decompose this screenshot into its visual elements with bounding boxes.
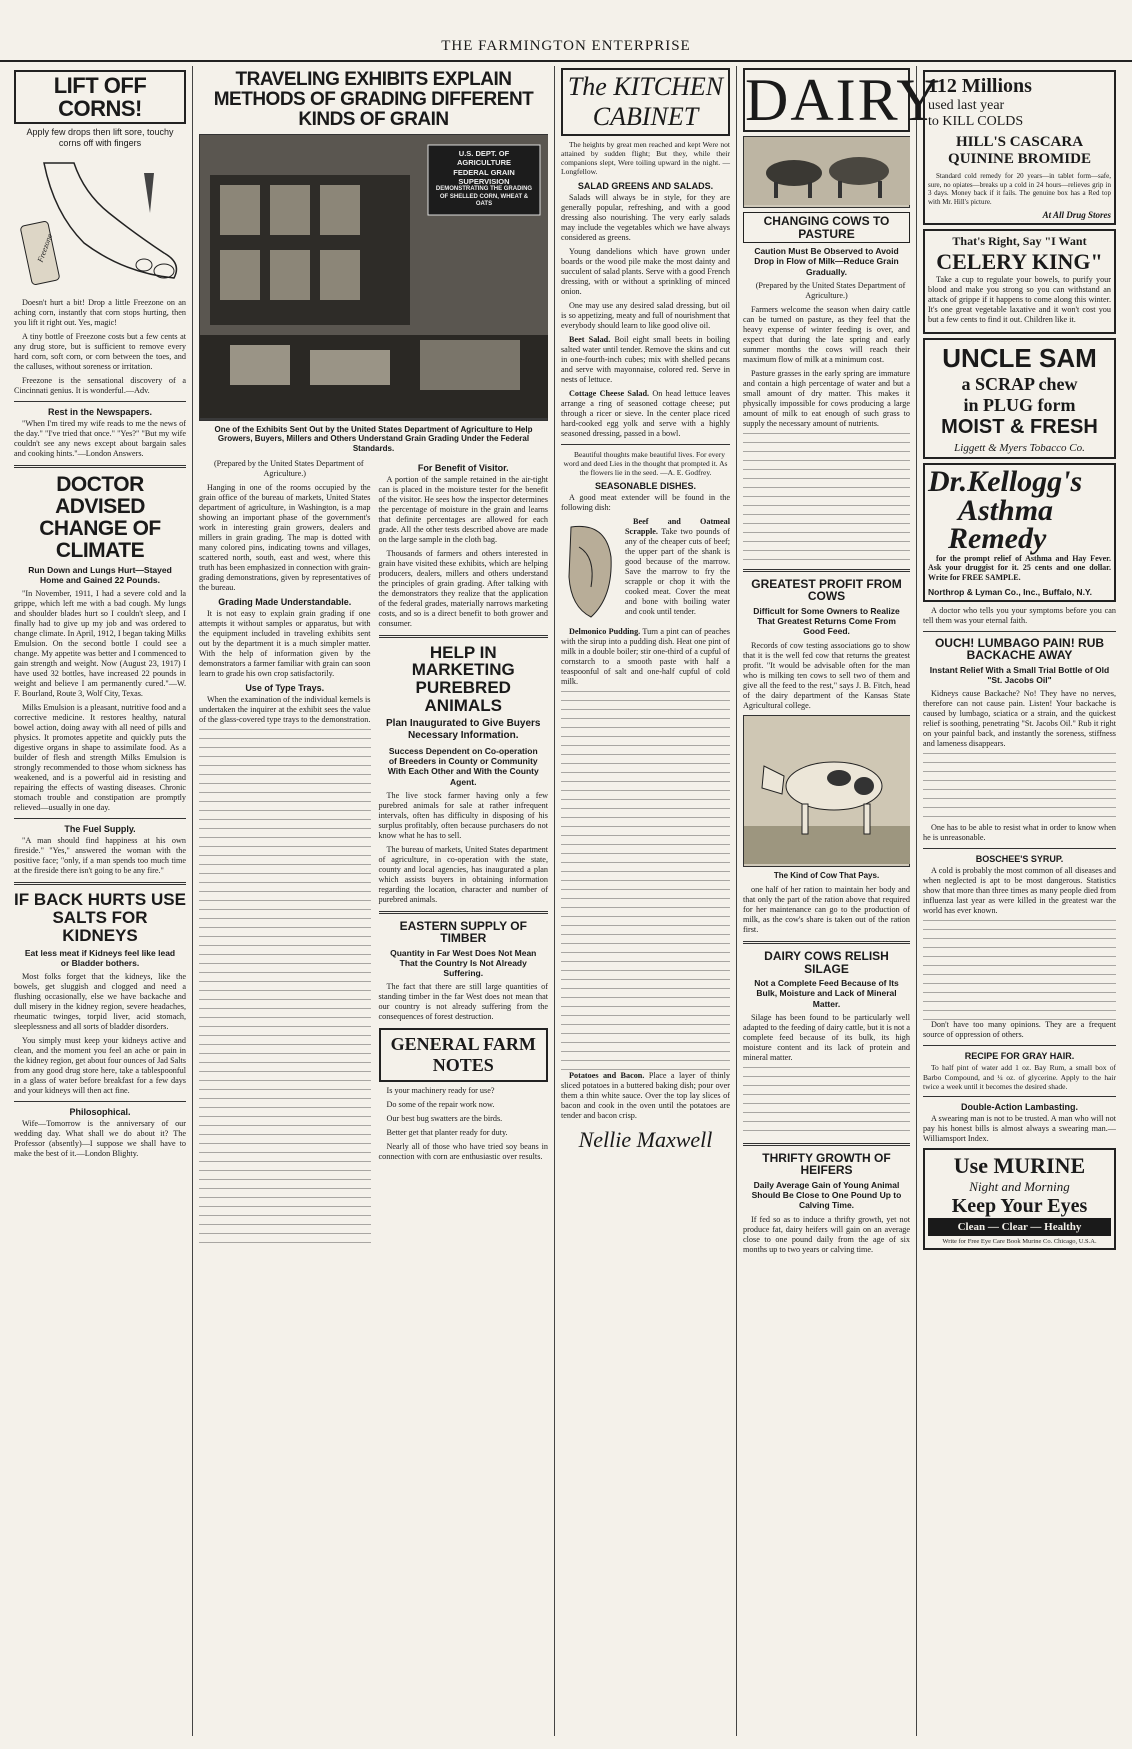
scrapple-recipe	[625, 517, 730, 623]
hills-quinine-ad	[923, 70, 1116, 225]
pasture-body-2: Pasture grasses in the early spring are immature and contain a high percentage of water and but a small amount of dry matter. This makes it physically impossible for cows producing a large amount of milk to eat enough of such grass to supply the necessary amount of nutrients.	[743, 368, 910, 428]
murine-foot: Write for Free Eye Care Book Murine Co. Chicago, U.S.A.	[942, 1237, 1097, 1245]
cows-photo	[743, 136, 910, 208]
purebred-headline: HELP IN MARKETING PUREBRED ANIMALS	[411, 642, 515, 716]
gray-hair-body: To half pint of water add 1 oz. Bay Rum, a small box of Barbo Compound, and ¼ oz. of glycerine. Apply to the hair twice a week until it becomes the desired shade.	[923, 1063, 1116, 1091]
uncle-sam-l3: in PLUG form	[963, 395, 1076, 416]
filler-headline: Double-Action Lambasting.	[961, 1101, 1078, 1112]
climate-ad-body: "In November, 1911, I had a severe cold and la grippe, which left me with a bad cough. My lungs and shoulder blades hurt so I couldn't sleep, and I finally had to give up my job and was ordered to change climate. In April, 1912, I began taking Milks Emulsion. On the second bottle I could see a change. My appetite was better and I commenced to gain strength and weight. Now (August 23, 1917) I have used 32 bottles, have increased 22 pounds in weight and believe I am permanently cured."—W. F. Bourland, Route 3, Wolf City, Texas.	[14, 589, 186, 699]
filler-headline: Philosophical.	[69, 1107, 131, 1118]
divider	[14, 401, 186, 402]
ad-line-2: used last year	[928, 98, 1005, 113]
grain-body-8: When the examination of the individual kernels is undertaken the inquirer at the exhibit sees the value of the glass-covered type trays to the demonstration.	[199, 694, 371, 724]
filler-body: "When I'm tired my wife reads to me the news of the day." "I've tried that once." "Yes?" "But my wife couldn't see any news except about bargain sales and cooking hints."—London Answers.	[14, 418, 186, 458]
farm-note-2: Do some of the repair work now.	[386, 1100, 495, 1110]
farm-notes-banner: GENERAL FARM NOTES	[379, 1028, 549, 1082]
murine-l3: Keep Your Eyes	[951, 1194, 1088, 1217]
bottle-label: Freezone	[35, 232, 55, 264]
exhibit-sign	[432, 149, 536, 209]
masthead	[0, 30, 1132, 62]
author-signature: Nellie Maxwell	[578, 1126, 713, 1152]
silage-headline: DAIRY COWS RELISH SILAGE	[764, 949, 889, 976]
hills-body: Standard cold remedy for 20 years—in tablet form—safe, sure, no opiates—breaks up a cold in 24 hours—relieves grip in 3 days. Money back if it fails. The genuine box has a Red top with Mr. Hill's picture.	[928, 172, 1111, 206]
newspaper-title: THE FARMINGTON ENTERPRISE	[441, 38, 691, 54]
purebred-deck: Plan Inaugurated to Give Buyers Necessary Information.	[386, 717, 541, 741]
exhibit-caption: One of the Exhibits Sent Out by the United States Department of Agriculture to Help Growers, Buyers, Millers and Others Understand Grain Grading Under the Federal Standards.	[214, 424, 533, 453]
heifers-body: If fed so as to induce a thrifty growth, yet not produce fat, dairy heifers will gain on an average close to one pound daily from the age of six months up to two years or calving time.	[743, 1214, 910, 1254]
murine-l4: Clean — Clear — Healthy	[928, 1218, 1111, 1236]
heifers-deck: Daily Average Gain of Young Animal Should Be Close to One Pound Up to Calving Time.	[751, 1180, 902, 1211]
salad-headline: SALAD GREENS AND SALADS.	[577, 180, 714, 191]
celery-king-body: Take a cup to regulate your bowels, to purify your blood and make you strong so you can withstand an attack of grippe if it happens to come along this winter. It's one great vegetable laxative and it won't cost you but a few cents to find it out. Children like it.	[928, 275, 1111, 325]
kitchen-cabinet-title: The KITCHEN CABINET	[561, 68, 730, 136]
celery-king-ad	[923, 229, 1116, 334]
purebred-body-1: The live stock farmer having only a few purebred animals for sale at rather infrequent intervals, often has difficulty in disposing of his surplus profitably, often because purchasers do not know what he has to sell.	[378, 790, 548, 840]
dairy-section-title: DAIRY	[745, 67, 942, 133]
beet-salad-text: Boil eight small beets in boiling salted water until tender. Remove the skins and cut in one-fourth-inch cubes; mix with shelled pecans and serve with mayonnaise, colored red. Serve in nests of lettuce.	[561, 334, 730, 384]
filler-headline: Rest in the Newspapers.	[47, 406, 153, 417]
pasture-deck: Caution Must Be Observed to Avoid Drop in Flow of Milk—Reduce Grain Gradually.	[754, 246, 899, 277]
divider	[561, 444, 730, 445]
divider	[14, 1101, 186, 1102]
grain-body-1: Hanging in one of the rooms occupied by the grain office of the bureau of markets, United States department of agriculture, in Washington, is a map showing an important phase of the government's work in interesting grain growers, dealers and millers in grain grading. The map is dotted with many colored pins, indicating towns and villages, scattered north, south, east and west, where this truth has been emphasized in connection with grain-grading demonstrations, given by representatives of the bureau.	[199, 482, 371, 592]
grain-subhead-2: For Benefit of Visitor.	[417, 462, 509, 473]
cottage-cheese-recipe	[561, 389, 730, 439]
article-credit: (Prepared by the United States Department of Agriculture.)	[213, 458, 364, 478]
grain-article-right	[379, 459, 549, 1249]
divider	[923, 1096, 1116, 1097]
purebred-body-2: The bureau of markets, United States department of agriculture, in co-operation with the state, county and local agencies, has inaugurated a plan which assists buyers in obtaining information regarding the location, character and number of purebred animals.	[378, 844, 548, 904]
delmonico-title: Delmonico Pudding.	[569, 626, 641, 636]
uncle-sam-l1: UNCLE SAM	[942, 343, 1097, 374]
divider	[923, 1045, 1116, 1046]
corns-ad-body-3: Freezone is the sensational discovery of a Cincinnati genius. It is wonderful.—Adv.	[14, 375, 186, 395]
divider	[743, 569, 910, 572]
cows-drawing	[744, 137, 910, 205]
scrapple-title: Beef and Oatmeal Scrapple.	[625, 516, 730, 536]
cabinet-quote: Beautiful thoughts make beautiful lives. For every word and deed Lies in the thought that prompted it. As the flowers lie in the seed. —A. E. Godfrey.	[563, 449, 728, 477]
murine-ad	[923, 1148, 1116, 1250]
grain-subhead-3: Use of Type Trays.	[245, 682, 325, 693]
lumbago-deck: Instant Relief With a Small Trial Bottle of Old "St. Jacobs Oil"	[929, 665, 1110, 686]
column-text-continuation	[743, 433, 910, 563]
corns-ad-body-2: A tiny bottle of Freezone costs but a few cents at any drug store, but is sufficient to remove every hard corn, soft corn, or corn between the toes, and the calluses, without soreness or irritation.	[14, 331, 186, 371]
beet-salad-title: Beet Salad.	[569, 334, 611, 344]
scrapple-text: Take two pounds of any of the cheaper cuts of beef; the upper part of the shank is good because of the marrow. Save the marrow to fry the scrapple or chop it with the cooked meat. Cover the meat and bone with boiling water and cook until tender.	[625, 526, 730, 616]
filler-text-2: One has to be able to resist what in order to know when he is unreasonable.	[923, 823, 1116, 843]
divider	[379, 635, 549, 638]
farm-note-3: Our best bug swatters are the birds.	[386, 1114, 503, 1124]
column-text-continuation	[561, 691, 730, 1071]
column-4	[737, 66, 942, 1736]
pasture-body-1: Farmers welcome the season when dairy cattle can be turned on pasture, as they feel that the heavy expense of winter feeding is over, and expect that during the late spring and early summer months the cows will reach their maximum flow of milk at a minimum cost.	[743, 304, 910, 364]
divider	[743, 1143, 910, 1146]
grain-subhead-1: Grading Made Understandable.	[218, 596, 352, 607]
celery-king-brand: CELERY KING"	[936, 249, 1103, 275]
farm-note-5: Nearly all of those who have tried soy beans in connection with corn are enthusiastic over results.	[378, 1142, 548, 1162]
profit-deck: Difficult for Some Owners to Realize That Greatest Returns Come From Good Feed.	[753, 605, 900, 637]
dairy-credit: (Prepared by the United States Department of Agriculture.)	[755, 280, 906, 300]
seasonable-body: A good meat extender will be found in the following dish:	[561, 492, 730, 512]
boschee-body: A cold is probably the most common of all diseases and when neglected is apt to be most dangerous. Statistics show that more than three times as many people died from influenza last year as were killed in the greatest war the world has ever known.	[923, 866, 1116, 916]
filler-body: "A man should find happiness at his own fireside." "Yes," answered the woman with the positive face; "only, if a man spends too much time at the fireside there isn't going to be any fire."	[14, 836, 186, 876]
corns-ad-headline: LIFT OFF CORNS!	[14, 70, 186, 124]
climate-ad-body-2: Milks Emulsion is a pleasant, nutritive food and a corrective medicine. It restores healthy, natural bowel action, doing away with all need of pills and physics. It promotes appetite and quickly puts the digestive organs in shape to assimilate food. As a builder of flesh and strength Milks Emulsion is strongly recommended to those whom sickness has weakened, and is a powerful aid in resisting and repairing the effects of wasting diseases. Chronic stomach trouble and constipation are promptly relieved—usually in one day.	[14, 703, 186, 813]
climate-ad-headline: DOCTOR ADVISED CHANGE OF CLIMATE	[39, 472, 161, 562]
grain-exhibit-photo	[199, 134, 548, 421]
kidney-ad-headline: IF BACK HURTS USE SALTS FOR KIDNEYS	[14, 890, 186, 946]
divider	[923, 631, 1116, 632]
corns-ad-deck: Apply few drops then lift sore, touchy corns off with fingers	[26, 127, 174, 148]
divider	[14, 465, 186, 468]
kellogg-l1: Dr.Kellogg's	[928, 465, 1083, 499]
sign-line-2: FEDERAL GRAIN SUPERVISION	[453, 167, 515, 186]
potatoes-recipe	[561, 1071, 730, 1121]
farm-note-1: Is your machinery ready for use?	[386, 1086, 495, 1096]
purebred-deck-2: Success Dependent on Co-operation of Breeders in County or Community With Each Other and With the County Agent.	[387, 745, 539, 787]
column-2	[193, 66, 555, 1736]
silage-deck: Not a Complete Feed Because of Its Bulk, Moisture and Lack of Mineral Matter.	[754, 978, 899, 1009]
column-text-continuation	[923, 920, 1116, 1020]
sign-line-1: U.S. DEPT. OF AGRICULTURE	[456, 148, 512, 168]
uncle-sam-maker: Liggett & Myers Tobacco Co.	[954, 442, 1085, 455]
column-5	[917, 66, 1122, 1736]
lumbago-body: Kidneys cause Backache? No! They have no nerves, therefore can not cause pain. Listen! Your backache is caused by lumbago, sciatica or a strain, and the quickest relief is soothing, penetrating "St. Jacobs Oil." Rub it right on your painful back, and instantly the soreness, stiffness and lameness disappears.	[923, 689, 1116, 749]
timber-headline: EASTERN SUPPLY OF TIMBER	[399, 918, 527, 946]
cabinet-poem: The heights by great men reached and kept Were not attained by sudden flight; But they, while their companions slept, Were toiling upward in the night. —Longfellow.	[561, 140, 730, 177]
lumbago-headline: OUCH! LUMBAGO PAIN! RUB BACKACHE AWAY	[934, 635, 1105, 663]
beef-cut-illustration	[561, 517, 621, 627]
beet-salad-recipe	[561, 335, 730, 385]
uncle-sam-l2: a SCRAP chew	[961, 374, 1078, 395]
column-text-continuation	[743, 1067, 910, 1137]
murine-l2: Night and Morning	[969, 1178, 1070, 1194]
heifers-headline: THRIFTY GROWTH OF HEIFERS	[762, 1150, 891, 1178]
ad-line-1: 112 Millions	[928, 75, 1032, 97]
column-text-continuation	[923, 753, 1116, 823]
salad-body-2: Young dandelions which have grown under boards or the wood pile make the most dainty and succulent of salad plants. Serve with a good French dressing, with or without a sprinkling of minced onion.	[561, 246, 730, 296]
cow-photo	[743, 715, 910, 867]
grain-body-4: Thousands of farmers and others interested in grain have visited these exhibits, which are helping producers, dealers, millers and others understand the principles of grain grading. After talking with the demonstrators they realize that the application of the federal grades, materially narrows marketing costs, and so is a direct benefit to both grower and consumer.	[378, 548, 548, 628]
kellogg-body: for the prompt relief of Asthma and Hay Fever. Ask your druggist for it. 25 cents and one dollar. Write for FREE SAMPLE.	[928, 553, 1111, 583]
corns-ad-body: Doesn't hurt a bit! Drop a little Freezone on an aching corn, instantly that corn stops hurting, then you lift it right out. Yes, magic!	[14, 297, 186, 327]
grain-body-3: A portion of the sample retained in the air-tight can is placed in the moisture tester for the benefit of the visitor. He sees how the inspector determines the percentage of moisture in the grain and learns that definite percentages are allowed for each grade. All the other tests described above are made on the large sample in the cloth bag.	[378, 474, 548, 544]
column-1	[8, 66, 193, 1736]
potatoes-text: Place a layer of thinly sliced potatoes in a buttered baking dish; pour over them a thin white sauce. Over the top lay slices of bacon and cook in the oven until the potatoes are tender and bacon crisp.	[561, 1070, 731, 1120]
divider	[14, 882, 186, 885]
salad-body-3: One may use any desired salad dressing, but oil is so appetizing, meaty and full of nourishment that everybody should learn to like good olive oil.	[561, 300, 730, 330]
divider	[379, 911, 549, 914]
delmonico-recipe	[561, 627, 730, 687]
filler-body: Wife—Tomorrow is the anniversary of our wedding day. What shall we do about it? The Professor (absently)—I suppose we shall have to make the best of it.—London Blighty.	[14, 1119, 186, 1159]
profit-body: Records of cow testing associations go to show that it is the well fed cow that returns the greatest profit. "It would be advisable often for the man who is milking ten cows to sell two of them and give all the feed to the rest," says J. B. Fitch, head of the dairy department of the Kansas State Agricultural college.	[743, 640, 910, 710]
cow-caption: The Kind of Cow That Pays.	[773, 870, 880, 880]
grain-article-headline: TRAVELING EXHIBITS EXPLAIN METHODS OF GRADING DIFFERENT KINDS OF GRAIN	[213, 69, 534, 130]
column-text-continuation	[199, 729, 371, 1249]
profit-headline: GREATEST PROFIT FROM COWS	[751, 576, 902, 604]
kellogg-l2: Asthma	[958, 493, 1054, 527]
silage-body: Silage has been found to be particularly well adapted to the feeding of dairy cattle, but it is not a complete feed because of its bulk, its high moisture content and its lack of protein and mineral matter.	[743, 1012, 910, 1062]
salad-body-1: Salads will always be in style, for they are generally popular, refreshing, and with a good dressing also nourishing. The very early salads may include the vegetables which we have always considered as greens.	[561, 192, 730, 242]
kidney-ad-body-2: You simply must keep your kidneys active and clean, and the moment you feel an ache or pain in the kidney region, get about four ounces of Jad Salts from any good drug store here, take a tablespoonful in a glass of water before breakfast for a few days and your kidneys will then act fine.	[14, 1036, 186, 1096]
column-3	[555, 66, 737, 1736]
delmonico-text: Turn a pint can of peaches with the sirup into a pudding dish. Heat one pint of milk in a double boiler; stir one-third of a cupful of cornstarch to a smooth paste with half a teaspoonful of salt and one-half cupful of cold milk.	[561, 626, 730, 686]
filler-headline: The Fuel Supply.	[64, 824, 136, 835]
gray-hair-headline: RECIPE FOR GRAY HAIR.	[964, 1051, 1075, 1062]
ad-line-3: to KILL COLDS	[928, 114, 1024, 129]
grain-article-left	[199, 459, 371, 1249]
foot-and-bottle-illustration	[14, 153, 186, 293]
filler-text-4: A swearing man is not to be trusted. A man who will not pay his honest bills is almost always a swearing man.—Williamsport Index.	[923, 1113, 1116, 1143]
uncle-sam-ad	[923, 338, 1116, 459]
pasture-headline: CHANGING COWS TO PASTURE	[743, 212, 910, 243]
boschee-headline: BOSCHEE'S SYRUP.	[975, 854, 1064, 865]
potatoes-title: Potatoes and Bacon.	[569, 1070, 645, 1080]
seasonable-headline: SEASONABLE DISHES.	[594, 480, 697, 491]
hills-foot: At All Drug Stores	[1042, 210, 1111, 221]
sign-line-3: DEMONSTRATING THE GRADING OF SHELLED CORN, WHEAT & OATS	[435, 186, 533, 208]
farm-note-4: Better get that planter ready for duty.	[386, 1128, 508, 1138]
murine-l1: Use MURINE	[953, 1152, 1086, 1178]
kellogg-maker: Northrop & Lyman Co., Inc., Buffalo, N.Y.	[928, 586, 1093, 597]
kellogg-l3: Remedy	[948, 522, 1047, 556]
kidney-ad-body: Most folks forget that the kidneys, like the bowels, get sluggish and clogged and need a flushing occasionally, else we have backache and dull misery in the kidney region, severe headaches, rheumatic twinges, torpid liver, acid stomach, sleeplessness and all sorts of bladder disorders.	[14, 972, 186, 1032]
filler-text-1: A doctor who tells you your symptoms before you can tell them was your eternal faith.	[923, 605, 1116, 625]
grain-body-2: It is not easy to explain grain grading if one attempts it without samples or apparatus, but with the equipment included in traveling exhibits sent out by the department it is a much simpler matter. With the help of information given by the demonstrators a farmer familiar with grain can soon learn to grade his own crop satisfactorily.	[199, 608, 371, 678]
timber-body: The fact that there are still large quantities of standing timber in the far West does not mean that our country is not already suffering from the consequences of forest destruction.	[378, 982, 548, 1022]
hills-brand: HILL'S CASCARA QUININE BROMIDE	[948, 134, 1091, 167]
filler-text-3: Don't have too many opinions. They are a frequent source of oppression of others.	[923, 1020, 1116, 1040]
climate-ad-deck: Run Down and Lungs Hurt—Stayed Home and Gained 22 Pounds.	[28, 564, 172, 586]
kidney-ad-deck: Eat less meat if Kidneys feel like lead or Bladder bothers.	[24, 947, 176, 969]
divider	[14, 818, 186, 819]
divider	[743, 941, 910, 944]
cottage-cheese-title: Cottage Cheese Salad.	[569, 388, 650, 398]
profit-body-2: one half of her ration to maintain her body and that only the part of the ration above that required for her maintenance can go to the production of milk, as the cow's share is taken out of the ration first.	[743, 885, 910, 935]
timber-deck: Quantity in Far West Does Not Mean That the Country Is Not Already Suffering.	[390, 947, 537, 979]
kellogg-asthma-ad	[923, 463, 1116, 602]
cottage-cheese-text: On head lettuce leaves arrange a ring of seasoned cottage cheese; put through a ricer or sieve. In the center place riced hard-cooked egg yolk and serve with a highly seasoned dressing, passed in a bowl.	[561, 388, 731, 438]
celery-king-top: That's Right, Say "I Want	[952, 234, 1087, 249]
uncle-sam-l4: MOIST & FRESH	[941, 416, 1098, 439]
divider	[923, 848, 1116, 849]
cow-drawing	[744, 716, 910, 864]
